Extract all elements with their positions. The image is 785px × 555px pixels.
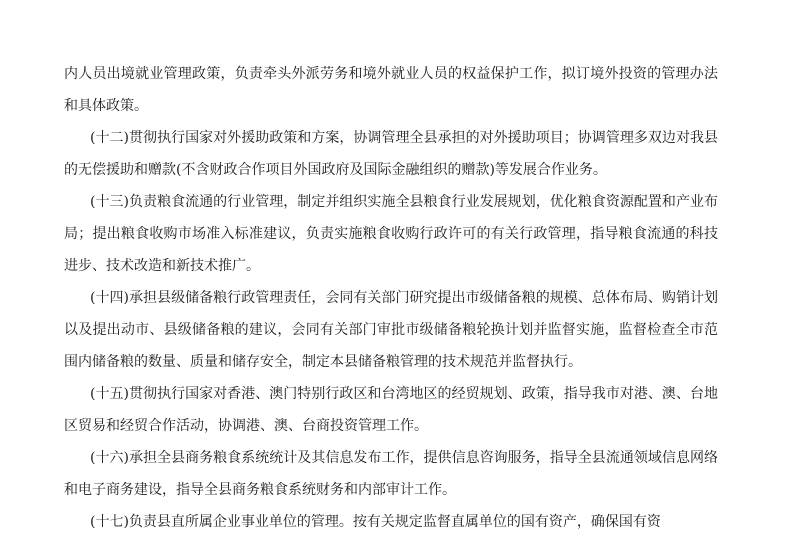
paragraph-continuation: 内人员出境就业管理政策，负责牵头外派劳务和境外就业人员的权益保护工作，拟订境外投资的管理办法和具体政策。 xyxy=(64,66,718,114)
document-body xyxy=(64,58,718,538)
paragraph-item-12: (十二)贯彻执行国家对外援助政策和方案，协调管理全县承担的对外援助项目；协调管理多双边对我县的无偿援助和赠款(不含财政合作项目外国政府及国际金融组织的赠款)等发展合作业务。 xyxy=(64,130,718,178)
paragraph-item-17: (十七)负责县直所属企业事业单位的管理。按有关规定监督直属单位的国有资产，确保国有资 xyxy=(90,514,661,530)
paragraph-item-16: (十六)承担全县商务粮食系统统计及其信息发布工作，提供信息咨询服务，指导全县流通领域信息网络和电子商务建设，指导全县商务粮食系统财务和内部审计工作。 xyxy=(64,450,718,498)
paragraph-item-13: (十三)负责粮食流通的行业管理，制定并组织实施全县粮食行业发展规划，优化粮食资源配置和产业布局；提出粮食收购市场准入标准建议，负责实施粮食收购行政许可的有关行政管理，指导粮食流通的科技进步、技术改造和新技术推广。 xyxy=(64,194,718,274)
paragraph-item-15: (十五)贯彻执行国家对香港、澳门特别行政区和台湾地区的经贸规划、政策，指导我市对港、澳、台地区贸易和经贸合作活动，协调港、澳、台商投资管理工作。 xyxy=(64,386,718,434)
paragraph-item-14: (十四)承担县级储备粮行政管理责任，会同有关部门研究提出市级储备粮的规模、总体布局、购销计划以及提出动市、县级储备粮的建议，会同有关部门审批市级储备粮轮换计划并监督实施，监督检查全市范围内储备粮的数量、质量和储存安全，制定本县储备粮管理的技术规范并监督执行。 xyxy=(64,290,718,370)
